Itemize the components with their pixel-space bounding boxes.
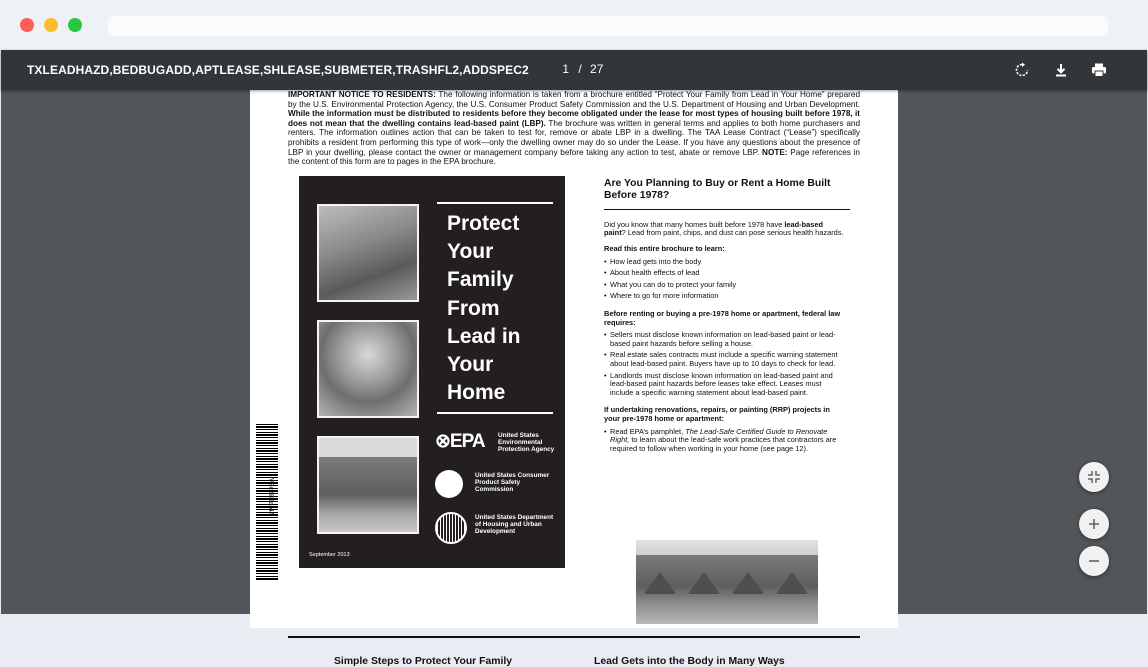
rrp-heading: If undertaking renovations, repairs, or painting (RRP) projects in your pre-1978 home or apartment:: [604, 405, 830, 423]
rrp-italic: The Lead-Safe Certified Guide to Renovate Right,: [610, 426, 828, 445]
print-icon[interactable]: [1091, 62, 1107, 78]
cover-title-line: Your: [447, 353, 494, 377]
pdf-viewer: [1, 50, 1147, 667]
notice-lead: IMPORTANT NOTICE TO RESIDENTS:: [288, 90, 436, 99]
intro-text: Did you know that many homes built before 1978 have: [604, 219, 785, 229]
cover-bottom-rule: [437, 412, 553, 414]
epa-logo: [435, 432, 560, 454]
brochure-cover: [299, 176, 565, 568]
simple-steps-heading: Simple Steps to Protect Your Family: [334, 656, 513, 667]
page-separator: /: [578, 62, 582, 76]
read-heading: Read this entire brochure to learn:: [604, 244, 725, 253]
intro-bold: lead-based paint: [604, 219, 823, 238]
cover-title-line: Lead in: [447, 324, 521, 348]
family-photo: [317, 204, 419, 302]
cover-title-line: From: [447, 296, 500, 320]
rotate-icon[interactable]: [1014, 62, 1030, 78]
read-list: [604, 258, 846, 301]
hud-agency-text: United States Department of Housing and Urban Development: [475, 514, 554, 536]
list-item: • How lead gets into the body: [604, 258, 846, 267]
rrp-list: [604, 428, 846, 454]
barcode-id: V3ctf85af44: [267, 478, 274, 516]
list-item: • Real estate sales contracts must include a specific warning statement about lead-based paint. Buyers have up to 10 days to check for lead.: [604, 351, 846, 368]
cpsc-seal-icon: [435, 470, 463, 498]
list-item: • About health effects of lead: [604, 269, 846, 278]
law-heading: Before renting or buying a pre-1978 home or apartment, federal law requires:: [604, 308, 841, 327]
cover-title: [447, 210, 557, 407]
cover-title-line: Home: [447, 381, 506, 405]
minus-icon: [1087, 554, 1101, 568]
houses-photo: [317, 436, 419, 534]
cover-title-line: Your: [447, 240, 494, 264]
fit-page-icon: [1087, 470, 1101, 484]
total-pages: 27: [590, 62, 604, 76]
pdf-toolbar: [1, 50, 1147, 90]
minimize-window-button[interactable]: [44, 18, 58, 32]
hud-seal-icon: [435, 512, 467, 544]
address-bar[interactable]: [108, 16, 1108, 36]
notice-note-label: NOTE:: [762, 147, 788, 157]
hud-logo: [435, 514, 560, 544]
row-houses-photo: [636, 540, 818, 624]
notice-bold-text: While the information must be distributed to residents before they become obligated under the lease for most types of housing built before 1978, it does not mean that the dwelling contains lead-based paint (LBP).: [288, 109, 860, 128]
cover-top-rule: [437, 202, 553, 204]
epa-mark-icon: ⊗EPA: [435, 431, 485, 452]
list-item: • Where to go for more information: [604, 292, 846, 301]
lead-body-heading: Lead Gets into the Body in Many Ways: [594, 656, 785, 667]
list-item: [604, 428, 846, 454]
section-divider: [288, 636, 860, 638]
browser-chrome: [0, 0, 1148, 50]
download-icon[interactable]: [1053, 62, 1069, 78]
current-page-input[interactable]: 1: [562, 62, 569, 76]
list-item: • Landlords must disclose known information on lead-based paint and lead-based paint hazards before leases take effect. Leases must include a specific warning statement about lead-based paint.: [604, 372, 846, 398]
right-heading: Are You Planning to Buy or Rent a Home Built Before 1978?: [604, 178, 831, 202]
document-title: TXLEADHAZD,BEDBUGADD,APTLEASE,SHLEASE,SUBMETER,TRASHFL2,ADDSPEC2: [27, 63, 529, 77]
cpsc-logo: [435, 472, 560, 498]
close-window-button[interactable]: [20, 18, 34, 32]
zoom-out-button[interactable]: [1079, 546, 1109, 576]
plus-icon: [1087, 517, 1101, 531]
epa-agency-text: United States Environmental Protection Agency: [498, 432, 555, 454]
maximize-window-button[interactable]: [68, 18, 82, 32]
zoom-in-button[interactable]: [1079, 509, 1109, 539]
cpsc-agency-text: United States Consumer Product Safety Commission: [475, 472, 550, 494]
fit-to-page-button[interactable]: [1079, 462, 1109, 492]
list-item: • What you can do to protect your family: [604, 281, 846, 290]
baby-photo: [317, 320, 419, 418]
intro-paragraph: [604, 221, 846, 238]
notice-text: The following information is taken from a brochure entitled “Protect Your Family from Lead in Your Home” prepared by the U.S. Environmental Protection Agency, the U.S. Consumer Product Safety Commission and the U.S. Department of Housing and Urban Development.: [288, 90, 860, 109]
page-indicator: [559, 62, 603, 76]
cover-title-line: Family: [447, 268, 514, 292]
list-item: • Sellers must disclose known information on lead-based paint or lead-based paint hazards before selling a house.: [604, 331, 846, 348]
pdf-page: [250, 88, 898, 667]
brochure-right-column: [604, 178, 846, 462]
important-notice: [288, 90, 860, 167]
rrp-text: Read EPA’s pamphlet,: [610, 426, 686, 436]
notice-text-3: Page references in the content of this form are to pages in the EPA brochure.: [288, 147, 860, 167]
rrp-text-2: to learn about the lead-safe work practices that contractors are required to follow when working in your home (see page 12).: [610, 435, 837, 453]
law-list: [604, 331, 846, 397]
intro-text-2: ? Lead from paint, chips, and dust can pose serious health hazards.: [621, 228, 844, 238]
notice-text-2: The brochure was written in general terms and applies to both home purchasers and renters. The information outlines action that can be taken to test for, remove or abate LBP in a dwelling. The TAA Lease Contract (“Lease”) specifically prohibits a resident from performing this type of work—only the dwelling owner may do so under the Lease. If you have any questions about the presence of LBP in your dwelling, please contact the owner or management company before taking any action to test, abate or remove LBP.: [288, 118, 860, 157]
cover-date: September 2013: [309, 552, 350, 558]
cover-title-line: Protect: [447, 212, 520, 235]
right-heading-rule: [604, 209, 850, 210]
